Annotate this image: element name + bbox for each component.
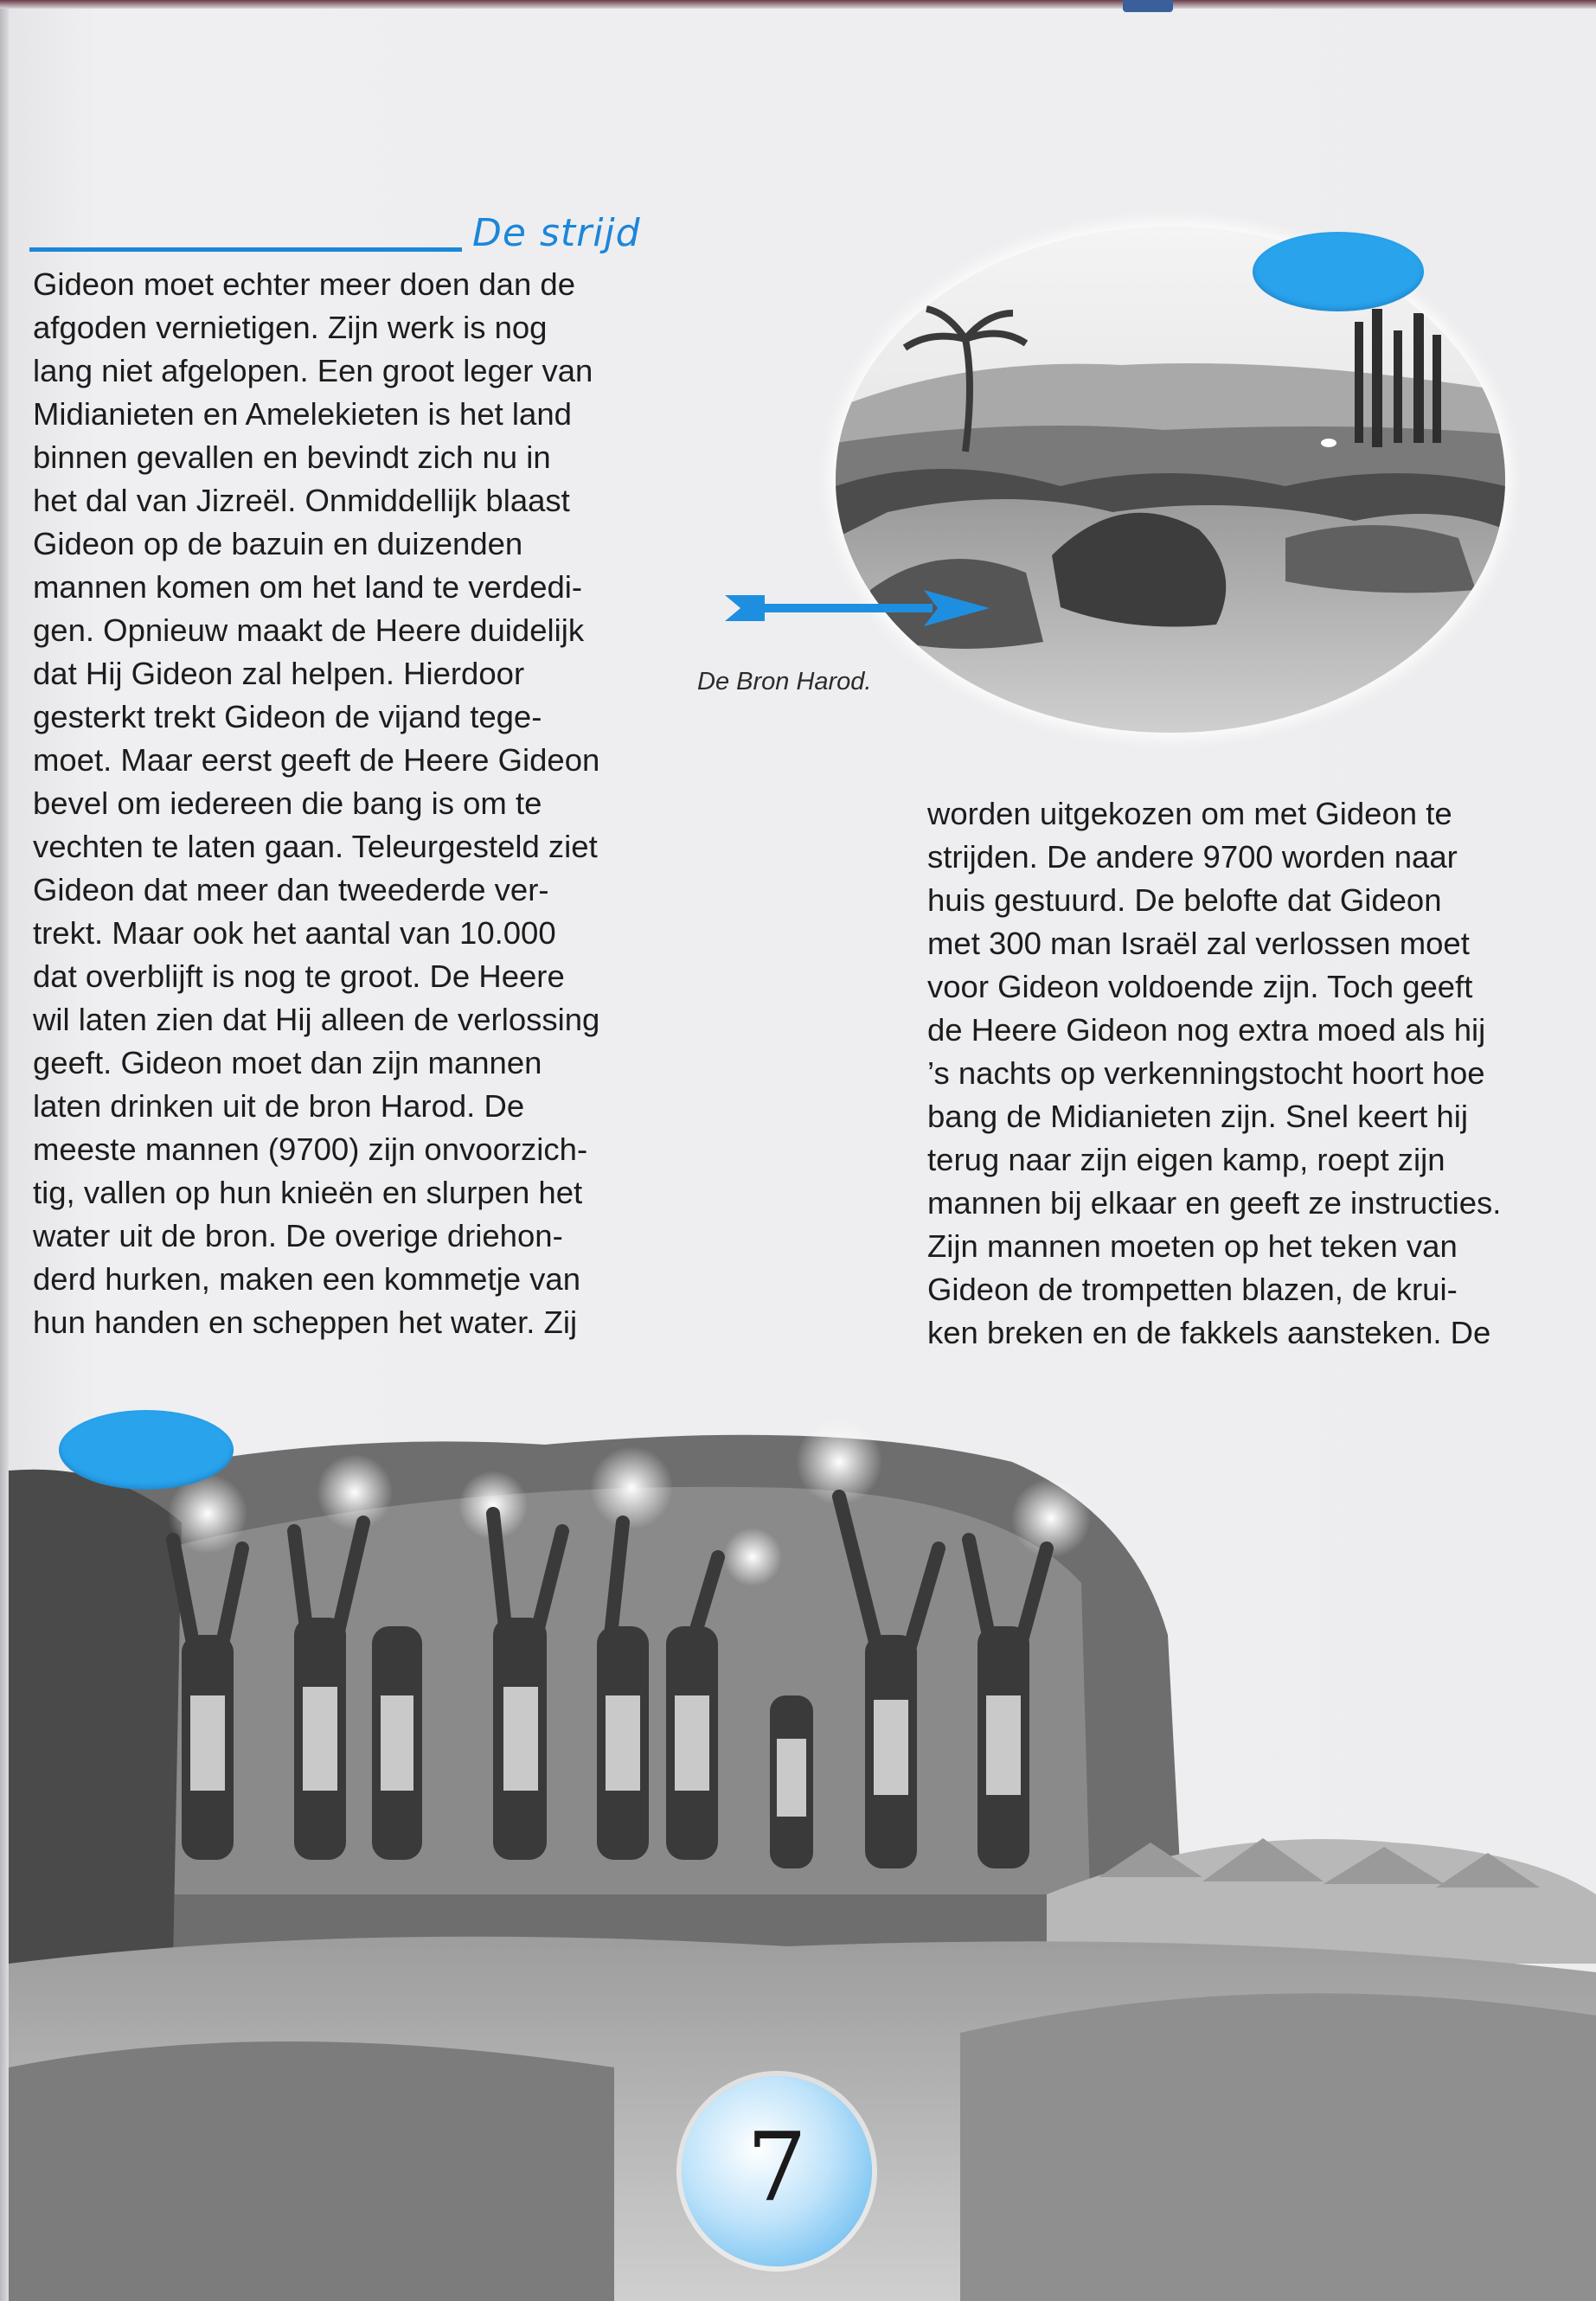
page-number-badge	[682, 2076, 872, 2266]
heading-rule	[29, 247, 462, 252]
page-number: 7	[747, 2112, 807, 2222]
text-line: dat Hij Gideon zal helpen. Hierdoor	[33, 656, 525, 691]
text-line: geeft. Gideon moet dan zijn mannen	[33, 1045, 542, 1080]
spring-landscape-illustration	[836, 227, 1505, 733]
text-line: worden uitgekozen om met Gideon te	[927, 796, 1452, 831]
arrow-right-icon	[725, 585, 990, 631]
text-line: gen. Opnieuw maakt de Heere duidelijk	[33, 612, 585, 648]
text-line: het dal van Jizreël. Onmiddellijk blaast	[33, 483, 570, 518]
text-line: bang de Midianieten zijn. Snel keert hij	[927, 1099, 1468, 1134]
text-line: laten drinken uit de bron Harod. De	[33, 1088, 525, 1124]
text-line: meeste mannen (9700) zijn onvoorzich-	[33, 1131, 588, 1167]
text-line: tig, vallen op hun knieën en slurpen het	[33, 1175, 583, 1210]
text-line: ken breken en de fakkels aansteken. De	[927, 1315, 1491, 1350]
text-line: hun handen en scheppen het water. Zij	[33, 1304, 578, 1340]
spring-photo	[836, 227, 1505, 733]
text-line: afgoden vernietigen. Zijn werk is nog	[33, 310, 548, 345]
text-line: moet. Maar eerst geeft de Heere Gideon	[33, 742, 600, 778]
photo-caption: De Bron Harod.	[697, 668, 872, 695]
text-line: mannen bij elkaar en geeft ze instructies.	[927, 1185, 1502, 1221]
page-top-edge	[0, 0, 1596, 9]
text-line: lang niet afgelopen. Een groot leger van	[33, 353, 593, 388]
section-heading: De strijd	[472, 211, 641, 255]
text-line: ’s nachts op verkenningstocht hoort hoe	[927, 1055, 1485, 1091]
text-line: Midianieten en Amelekieten is het land	[33, 396, 572, 432]
bookmark-tab	[1123, 0, 1173, 12]
text-line: voor Gideon voldoende zijn. Toch geeft	[927, 969, 1473, 1004]
text-line: huis gestuurd. De belofte dat Gideon	[927, 882, 1442, 918]
text-line: mannen komen om het land te verdedi-	[33, 569, 583, 605]
text-line: strijden. De andere 9700 worden naar	[927, 839, 1458, 875]
text-line: binnen gevallen en bevindt zich nu in	[33, 439, 551, 475]
text-line: trekt. Maar ook het aantal van 10.000	[33, 915, 556, 951]
text-line: Gideon moet echter meer doen dan de	[33, 266, 575, 302]
text-line: gesterkt trekt Gideon de vijand tege-	[33, 699, 542, 734]
text-line: Zijn mannen moeten op het teken van	[927, 1228, 1458, 1264]
text-line: vechten te laten gaan. Teleurgesteld ziet	[33, 829, 598, 864]
page-spine-edge	[0, 0, 9, 2301]
decorative-blue-oval	[1253, 232, 1424, 311]
text-line: Gideon op de bazuin en duizenden	[33, 526, 523, 561]
text-line: met 300 man Israël zal verlossen moet	[927, 926, 1470, 961]
text-line: Gideon dat meer dan tweederde ver-	[33, 872, 549, 907]
text-line: derd hurken, maken een kommetje van	[33, 1261, 581, 1297]
text-line: bevel om iedereen die bang is om te	[33, 785, 542, 821]
text-line: dat overblijft is nog te groot. De Heere	[33, 958, 565, 994]
text-line: terug naar zijn eigen kamp, roept zijn	[927, 1142, 1445, 1177]
text-line: wil laten zien dat Hij alleen de verlossing	[33, 1002, 600, 1037]
text-line: water uit de bron. De overige driehon-	[33, 1218, 563, 1253]
decorative-blue-oval	[59, 1410, 234, 1490]
text-line: Gideon de trompetten blazen, de krui-	[927, 1272, 1458, 1307]
text-line: de Heere Gideon nog extra moed als hij	[927, 1012, 1486, 1048]
